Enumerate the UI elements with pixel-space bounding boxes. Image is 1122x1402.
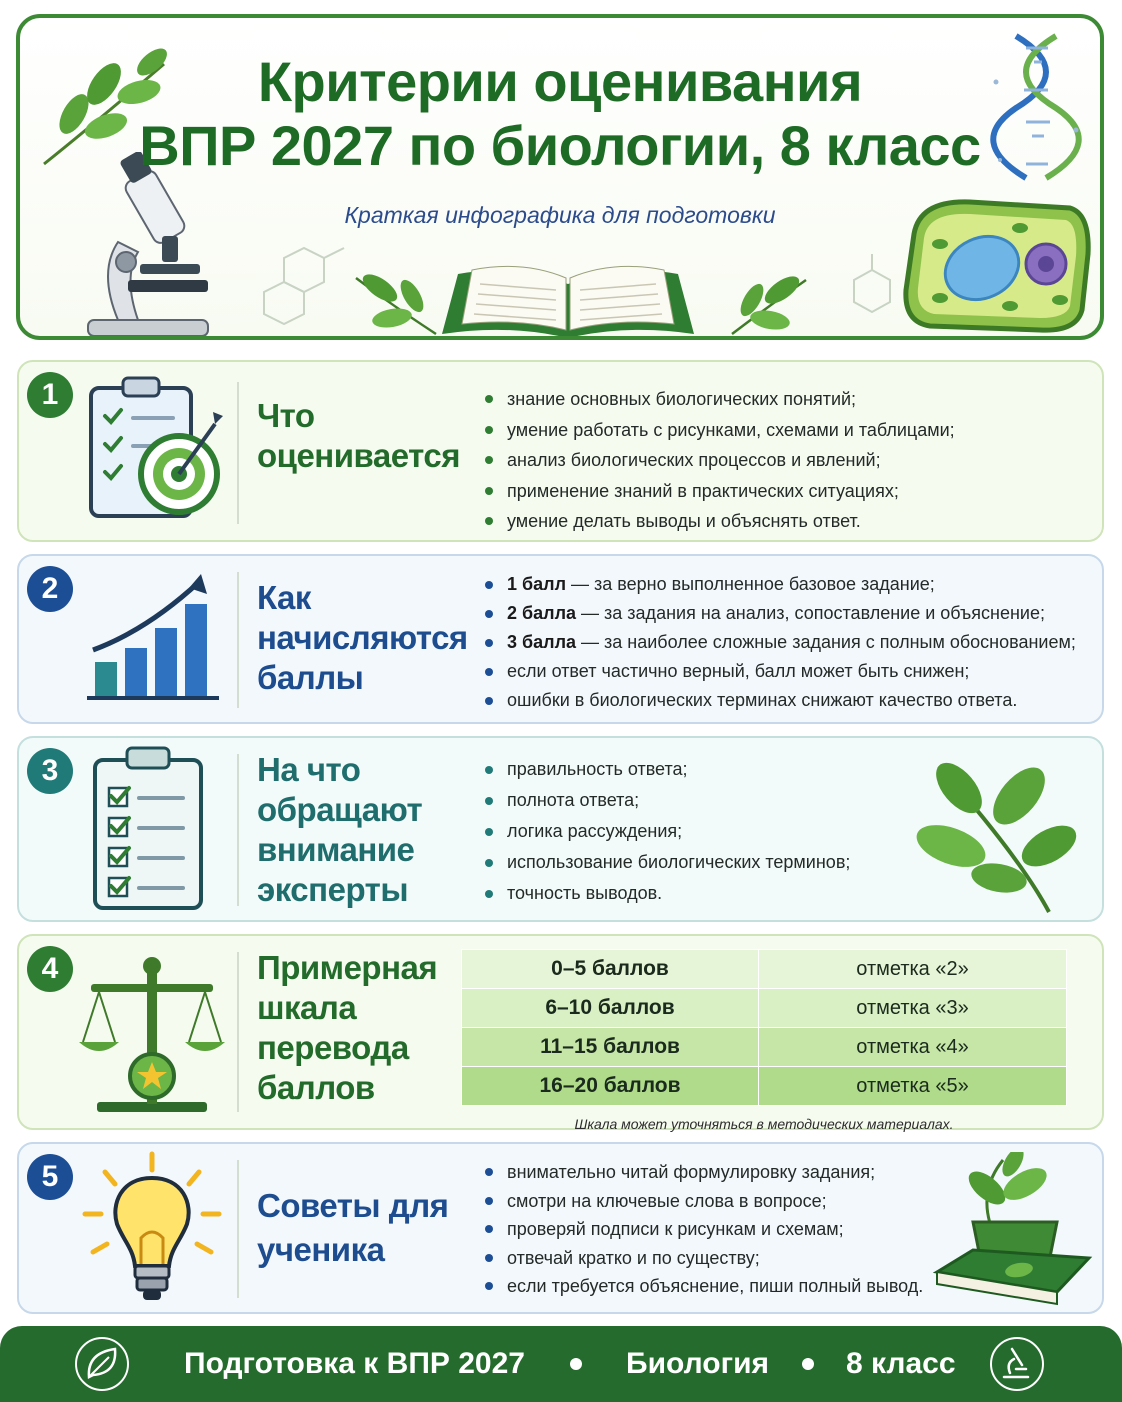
scale-note: Шкала может уточняться в методических материалах.	[574, 1116, 954, 1132]
page-title-line1: Критерии оценивания	[257, 50, 863, 113]
grade-cell: отметка «4»	[759, 1028, 1067, 1067]
leaf-branch-icon	[899, 746, 1089, 916]
molecule-small-icon	[842, 250, 902, 330]
points-value: 1 балл	[507, 574, 567, 594]
section-number-badge: 3	[27, 748, 73, 794]
list-item: применение знаний в практических ситуациях;	[483, 476, 955, 507]
section-title-line: На что	[257, 751, 361, 788]
clipboard-target-icon	[77, 374, 227, 524]
footer-text-subject: Биология	[626, 1347, 770, 1380]
section-title-line: Как	[257, 579, 311, 616]
bar-chart-growth-icon	[77, 570, 227, 710]
expert-focus-list	[483, 754, 850, 909]
section-divider	[237, 1160, 239, 1298]
list-item: если требуется объяснение, пиши полный вывод.	[483, 1272, 923, 1301]
points-description: — за верно выполненное базовое задание;	[566, 574, 935, 594]
leaves-right-icon	[726, 262, 816, 338]
section-title-line: обращают	[257, 791, 423, 828]
list-item: анализ биологических процессов и явлений;	[483, 445, 955, 476]
lightbulb-icon	[77, 1148, 227, 1312]
section-divider	[237, 952, 239, 1112]
points-value: 2 балла	[507, 603, 577, 623]
list-item	[483, 628, 1076, 657]
points-list	[483, 570, 1076, 715]
points-range-cell: 16–20 баллов	[462, 1067, 759, 1106]
table-row	[462, 1067, 1067, 1106]
section-title-line: баллы	[257, 659, 364, 696]
list-item	[483, 570, 1076, 599]
header-banner	[16, 14, 1104, 340]
grade-scale-table	[461, 949, 1067, 1106]
leaves-left-icon	[346, 258, 442, 338]
section-title-line: оценивается	[257, 437, 460, 474]
section-card-3	[17, 736, 1104, 922]
list-item: если ответ частично верный, балл может быть снижен;	[483, 657, 1076, 686]
table-row	[462, 989, 1067, 1028]
section-title-line: баллов	[257, 1069, 375, 1106]
list-item: логика рассуждения;	[483, 816, 850, 847]
section-title-line: Что	[257, 397, 315, 434]
section-divider	[237, 572, 239, 708]
footer-text-grade: 8 класс	[846, 1347, 956, 1380]
section-title-line: перевода	[257, 1029, 409, 1066]
molecule-icon	[244, 238, 354, 328]
plant-book-icon	[933, 1152, 1093, 1310]
section-number-badge: 1	[27, 372, 73, 418]
section-title	[257, 948, 437, 1108]
points-range-cell: 6–10 баллов	[462, 989, 759, 1028]
section-title-line: Советы для	[257, 1187, 449, 1224]
section-title	[257, 750, 422, 910]
section-number-badge: 5	[27, 1154, 73, 1200]
page-subtitle: Краткая инфографика для подготовки	[344, 202, 776, 228]
table-row	[462, 950, 1067, 989]
leaf-icon	[75, 1337, 129, 1391]
points-range-cell: 11–15 баллов	[462, 1028, 759, 1067]
points-value: 3 балла	[507, 632, 577, 652]
list-item: отвечай кратко и по существу;	[483, 1244, 923, 1273]
section-title-line: внимание	[257, 831, 415, 868]
footer-separator	[802, 1358, 814, 1370]
scales-icon	[77, 946, 227, 1116]
list-item: умение делать выводы и объяснять ответ.	[483, 506, 955, 537]
section-card-5	[17, 1142, 1104, 1314]
list-item: полнота ответа;	[483, 785, 850, 816]
grade-cell: отметка «5»	[759, 1067, 1067, 1106]
grade-cell: отметка «2»	[759, 950, 1067, 989]
checklist-icon	[77, 746, 227, 916]
section-title-line: ученика	[257, 1231, 385, 1268]
tips-list	[483, 1158, 923, 1301]
list-item: правильность ответа;	[483, 754, 850, 785]
list-item: знание основных биологических понятий;	[483, 384, 955, 415]
section-title-line: эксперты	[257, 871, 409, 908]
footer-separator	[570, 1358, 582, 1370]
footer-text-prep: Подготовка к ВПР 2027	[184, 1347, 525, 1380]
list-item: точность выводов.	[483, 878, 850, 909]
list-item: проверяй подписи к рисункам и схемам;	[483, 1215, 923, 1244]
list-item: использование биологических терминов;	[483, 847, 850, 878]
list-item: внимательно читай формулировку задания;	[483, 1158, 923, 1187]
section-title-line: Примерная	[257, 949, 438, 986]
section-divider	[237, 382, 239, 524]
microscope-icon	[990, 1337, 1044, 1391]
section-card-2	[17, 554, 1104, 724]
points-range-cell: 0–5 баллов	[462, 950, 759, 989]
table-row	[462, 1028, 1067, 1067]
microscope-icon	[78, 152, 218, 340]
section-title-line: начисляются	[257, 619, 468, 656]
page-title-line2: ВПР 2027 по биологии, 8 класс	[139, 114, 981, 177]
section-title	[257, 396, 460, 476]
list-item: ошибки в биологических терминах снижают качество ответа.	[483, 686, 1076, 715]
page-title	[20, 50, 1100, 178]
open-book-icon	[438, 254, 698, 340]
section-card-1	[17, 360, 1104, 542]
section-number-badge: 2	[27, 566, 73, 612]
section-title-line: шкала	[257, 989, 357, 1026]
list-item	[483, 599, 1076, 628]
criteria-list	[483, 384, 955, 537]
footer-banner	[0, 1326, 1122, 1402]
section-divider	[237, 754, 239, 906]
points-description: — за задания на анализ, сопоставление и объяснение;	[576, 603, 1045, 623]
grade-cell: отметка «3»	[759, 989, 1067, 1028]
section-card-4	[17, 934, 1104, 1130]
list-item: смотри на ключевые слова в вопросе;	[483, 1187, 923, 1216]
list-item: умение работать с рисунками, схемами и таблицами;	[483, 415, 955, 446]
points-description: — за наиболее сложные задания с полным обоснованием;	[576, 632, 1076, 652]
section-title	[257, 578, 468, 698]
section-title	[257, 1184, 448, 1272]
section-number-badge: 4	[27, 946, 73, 992]
